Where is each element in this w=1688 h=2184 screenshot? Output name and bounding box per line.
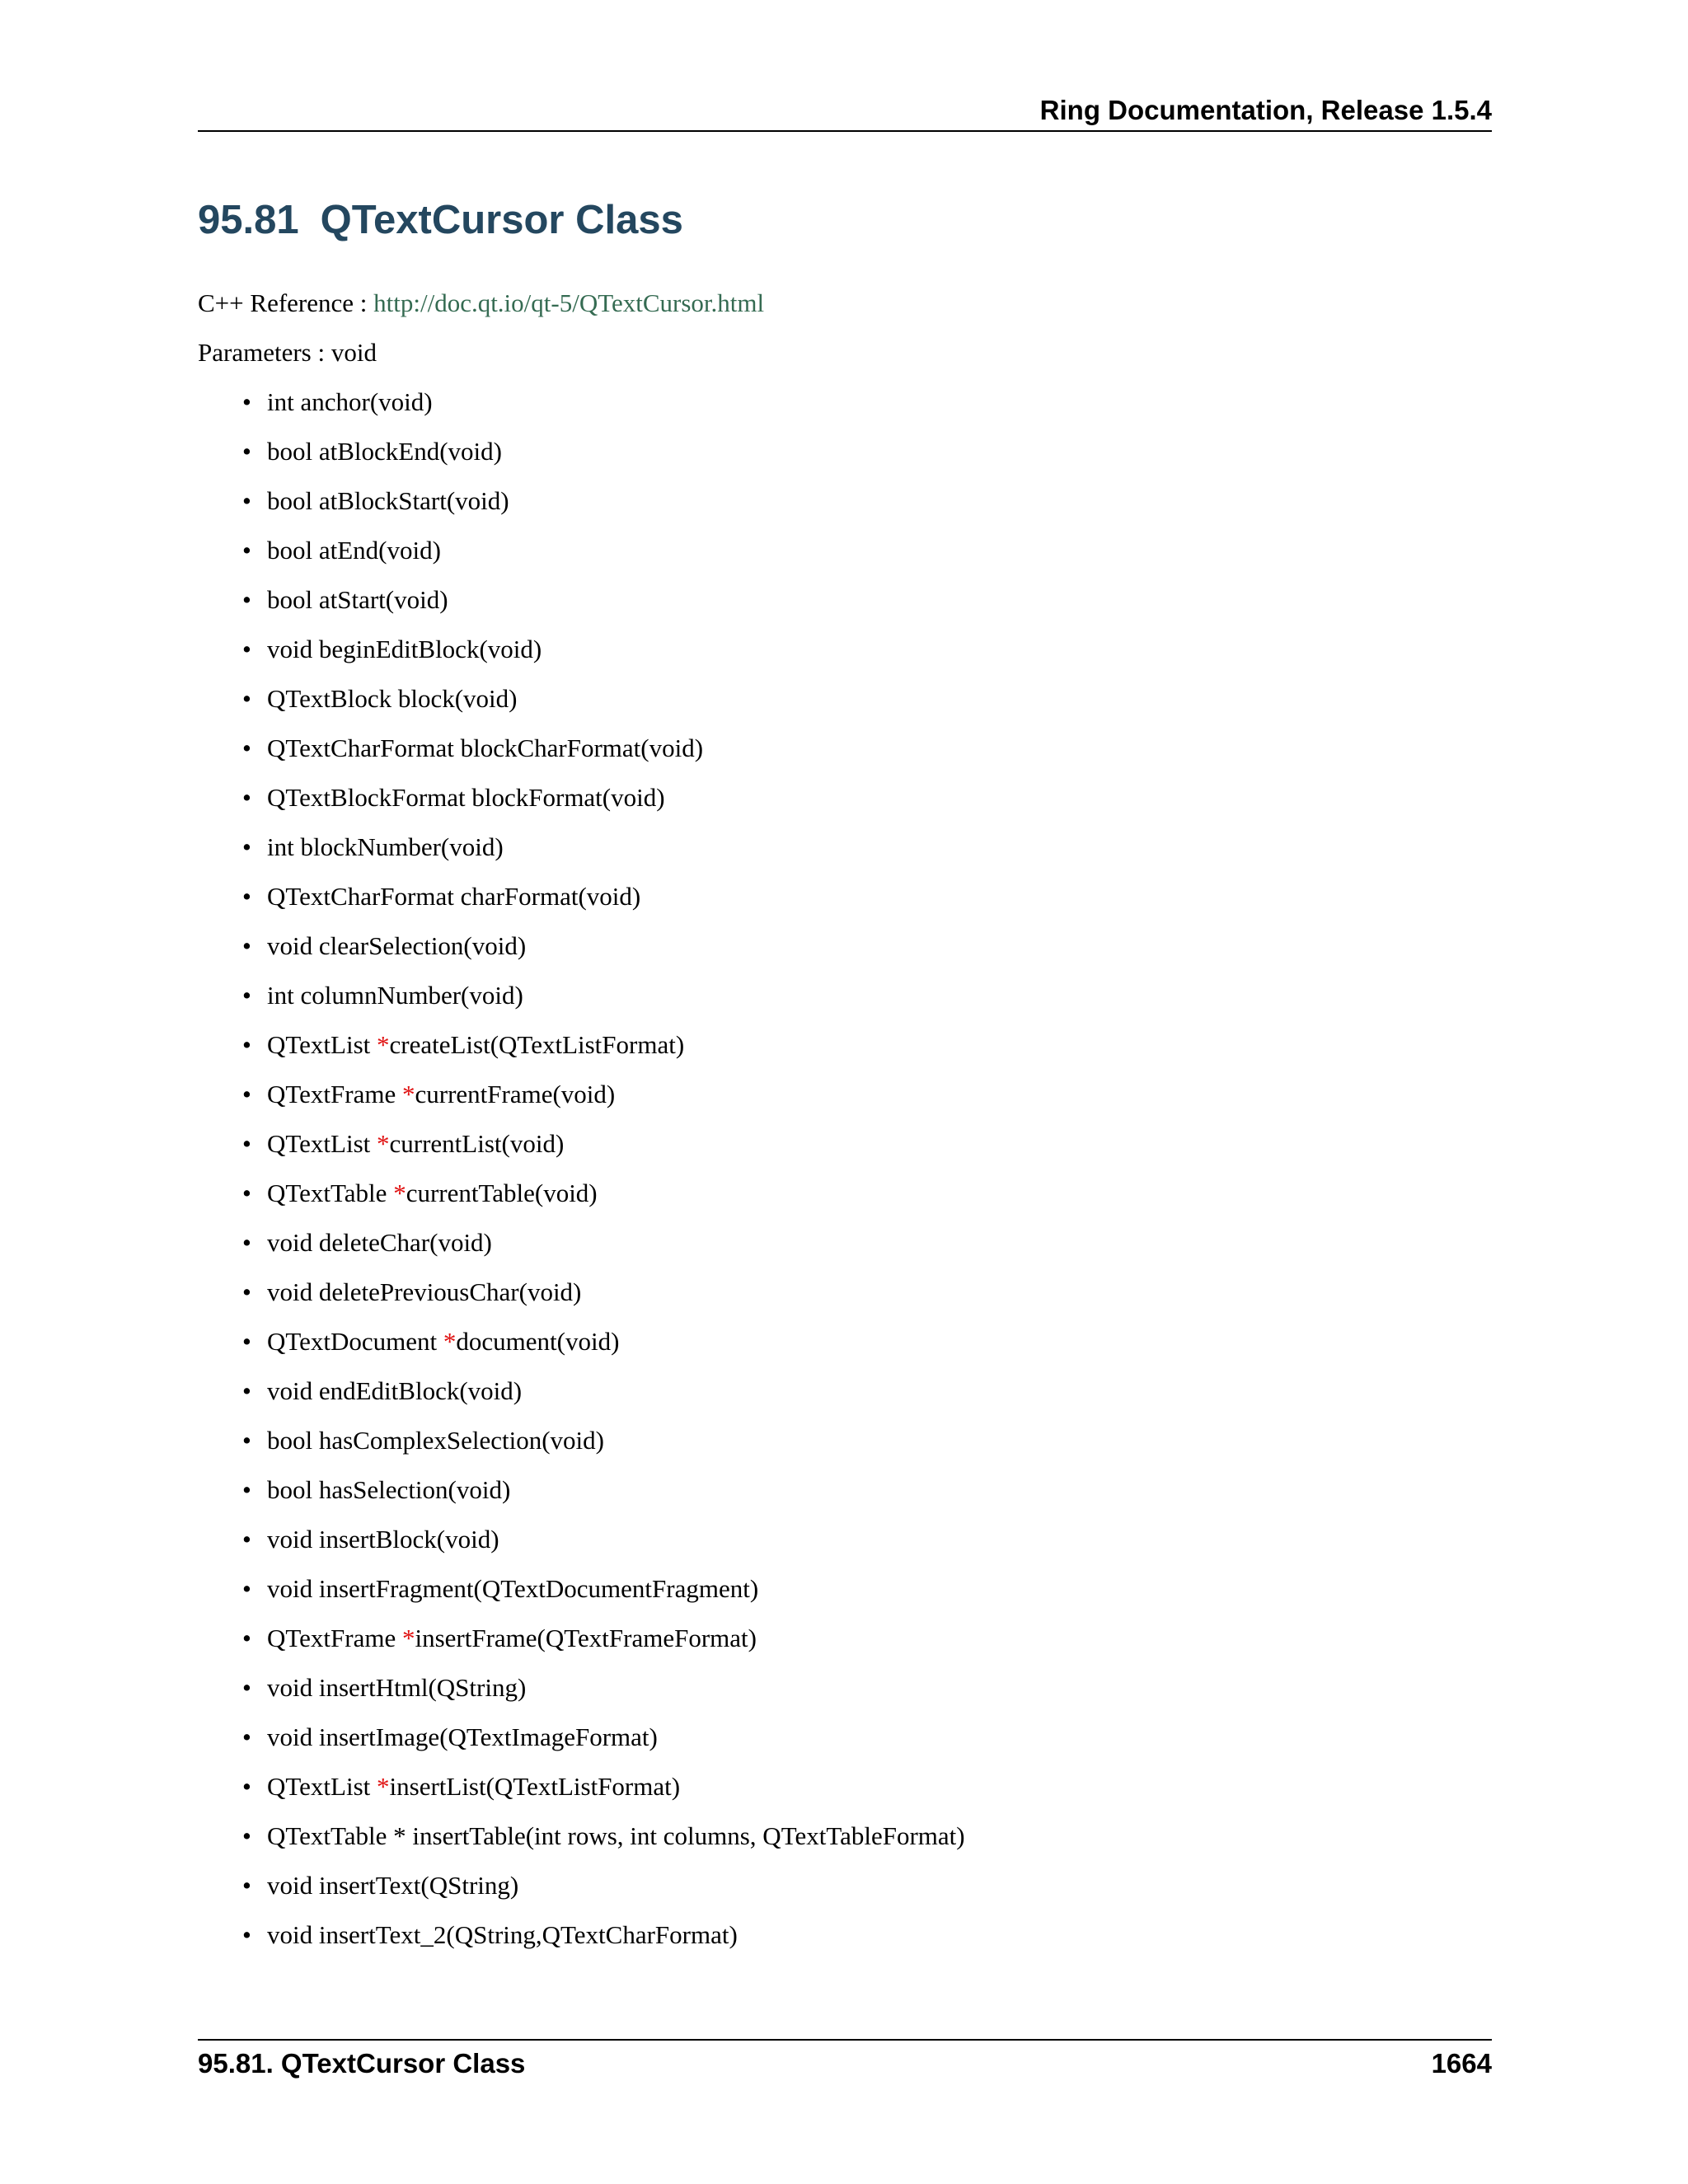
method-signature-start: QTextDocument: [267, 1327, 443, 1356]
method-signature-end: insertFrame(QTextFrameFormat): [415, 1624, 757, 1652]
bullet-icon: •: [242, 1376, 251, 1405]
method-signature-start: bool atStart(void): [267, 585, 448, 614]
method-signature-end: createList(QTextListFormat): [389, 1030, 685, 1059]
method-signature: [267, 1915, 738, 1956]
method-signature: [267, 1519, 499, 1560]
pointer-asterisk: *: [393, 1179, 406, 1207]
method-signature: [267, 1766, 680, 1807]
method-signature: [267, 1123, 564, 1165]
bullet-icon: •: [242, 536, 251, 565]
method-signature-start: int blockNumber(void): [267, 832, 504, 861]
method-signature-start: QTextList: [267, 1772, 377, 1801]
cpp-reference-label: C++ Reference :: [198, 288, 368, 317]
method-signature-start: bool atEnd(void): [267, 536, 441, 565]
method-signature: [267, 1469, 510, 1511]
bullet-icon: •: [242, 1772, 251, 1801]
method-signature-end: currentTable(void): [406, 1179, 598, 1207]
pointer-asterisk: *: [443, 1327, 457, 1356]
method-signature: [267, 480, 509, 522]
bullet-icon: •: [242, 733, 251, 762]
method-signature-start: QTextList: [267, 1129, 377, 1158]
method-signature: [267, 1173, 598, 1214]
bullet-icon: •: [242, 1475, 251, 1504]
method-signature-start: QTextFrame: [267, 1080, 402, 1108]
bullet-icon: •: [242, 1624, 251, 1652]
bullet-icon: •: [242, 1080, 251, 1108]
bullet-icon: •: [242, 486, 251, 515]
bullet-icon: •: [242, 931, 251, 960]
bullet-icon: •: [242, 1525, 251, 1554]
method-signature-start: bool hasComplexSelection(void): [267, 1426, 604, 1455]
footer-section: 95.81. QTextCursor Class: [198, 2048, 526, 2079]
method-signature: [267, 579, 448, 621]
bullet-icon: •: [242, 981, 251, 1010]
method-signature-start: bool hasSelection(void): [267, 1475, 511, 1504]
bullet-icon: •: [242, 387, 251, 416]
method-signature-end: currentList(void): [389, 1129, 565, 1158]
method-signature-start: QTextList: [267, 1030, 377, 1059]
method-signature-start: int columnNumber(void): [267, 981, 523, 1010]
method-signature: [267, 629, 542, 670]
method-signature-start: void insertImage(QTextImageFormat): [267, 1722, 658, 1751]
method-signature-start: void clearSelection(void): [267, 931, 527, 960]
bullet-icon: •: [242, 783, 251, 812]
method-signature: [267, 1074, 615, 1115]
method-signature: [267, 1816, 965, 1857]
method-signature-start: void beginEditBlock(void): [267, 635, 542, 663]
method-signature-start: int anchor(void): [267, 387, 433, 416]
bullet-icon: •: [242, 1327, 251, 1356]
method-signature: [267, 382, 433, 423]
method-signature-start: void insertText_2(QString,QTextCharFormat): [267, 1920, 738, 1949]
method-signature: [267, 678, 517, 719]
bullet-icon: •: [242, 832, 251, 861]
method-signature-start: void insertBlock(void): [267, 1525, 499, 1554]
method-signature: [267, 1667, 526, 1708]
method-signature: [267, 827, 504, 868]
pointer-asterisk: *: [401, 1624, 415, 1652]
method-signature: [267, 876, 640, 917]
method-signature: [267, 1420, 604, 1461]
method-signature-start: QTextFrame: [267, 1624, 402, 1652]
header-rule: [198, 130, 1492, 132]
method-signature: [267, 1568, 758, 1610]
method-signature-start: bool atBlockEnd(void): [267, 437, 502, 466]
method-signature: [267, 1618, 757, 1659]
method-signature-end: insertList(QTextListFormat): [389, 1772, 681, 1801]
method-signature: [267, 1024, 684, 1066]
pointer-asterisk: *: [377, 1772, 390, 1801]
bullet-icon: •: [242, 1821, 251, 1850]
method-signature: [267, 1222, 492, 1263]
bullet-icon: •: [242, 1179, 251, 1207]
method-signature-end: currentFrame(void): [415, 1080, 616, 1108]
method-signature-start: void insertFragment(QTextDocumentFragment): [267, 1574, 759, 1603]
method-signature: [267, 926, 526, 967]
method-signature: [267, 1321, 619, 1362]
method-signature: [267, 1272, 581, 1313]
method-signature-start: void deleteChar(void): [267, 1228, 492, 1257]
method-signature: [267, 975, 523, 1016]
method-signature-start: void endEditBlock(void): [267, 1376, 523, 1405]
method-signature: [267, 530, 441, 571]
pointer-asterisk: *: [377, 1129, 390, 1158]
bullet-icon: •: [242, 684, 251, 713]
method-signature-start: QTextBlock block(void): [267, 684, 518, 713]
bullet-icon: •: [242, 1673, 251, 1702]
bullet-icon: •: [242, 585, 251, 614]
bullet-icon: •: [242, 1030, 251, 1059]
method-signature-start: QTextCharFormat blockCharFormat(void): [267, 733, 704, 762]
bullet-icon: •: [242, 437, 251, 466]
page-number: 1664: [1431, 2048, 1492, 2079]
method-signature-start: QTextTable: [267, 1179, 394, 1207]
method-signature: [267, 1865, 518, 1906]
cpp-reference: [198, 283, 764, 324]
parameters-line: Parameters : void: [198, 338, 377, 367]
method-signature-end: document(void): [456, 1327, 620, 1356]
method-signature: [267, 1371, 522, 1412]
method-signature-start: bool atBlockStart(void): [267, 486, 509, 515]
method-signature-start: QTextCharFormat charFormat(void): [267, 882, 641, 911]
section-heading: [198, 191, 683, 249]
bullet-icon: •: [242, 882, 251, 911]
bullet-icon: •: [242, 1920, 251, 1949]
bullet-icon: •: [242, 1129, 251, 1158]
bullet-icon: •: [242, 1277, 251, 1306]
method-signature: [267, 728, 703, 769]
method-signature-start: void deletePreviousChar(void): [267, 1277, 582, 1306]
method-signature-start: QTextBlockFormat blockFormat(void): [267, 783, 665, 812]
running-header: Ring Documentation, Release 1.5.4: [1039, 95, 1492, 125]
method-signature-start: QTextTable * insertTable(int rows, int columns, QTextTableFormat): [267, 1821, 965, 1850]
bullet-icon: •: [242, 1228, 251, 1257]
bullet-icon: •: [242, 1722, 251, 1751]
bullet-icon: •: [242, 635, 251, 663]
method-signature: [267, 1717, 658, 1758]
pointer-asterisk: *: [401, 1080, 415, 1108]
method-signature: [267, 431, 502, 472]
pointer-asterisk: *: [377, 1030, 390, 1059]
method-signature: [267, 777, 665, 818]
section-title: QTextCursor Class: [320, 198, 683, 242]
section-number: 95.81: [198, 198, 299, 242]
bullet-icon: •: [242, 1426, 251, 1455]
method-signature-start: void insertText(QString): [267, 1871, 519, 1900]
method-signature-start: void insertHtml(QString): [267, 1673, 527, 1702]
bullet-icon: •: [242, 1871, 251, 1900]
bullet-icon: •: [242, 1574, 251, 1603]
cpp-reference-link[interactable]: http://doc.qt.io/qt-5/QTextCursor.html: [373, 288, 765, 317]
